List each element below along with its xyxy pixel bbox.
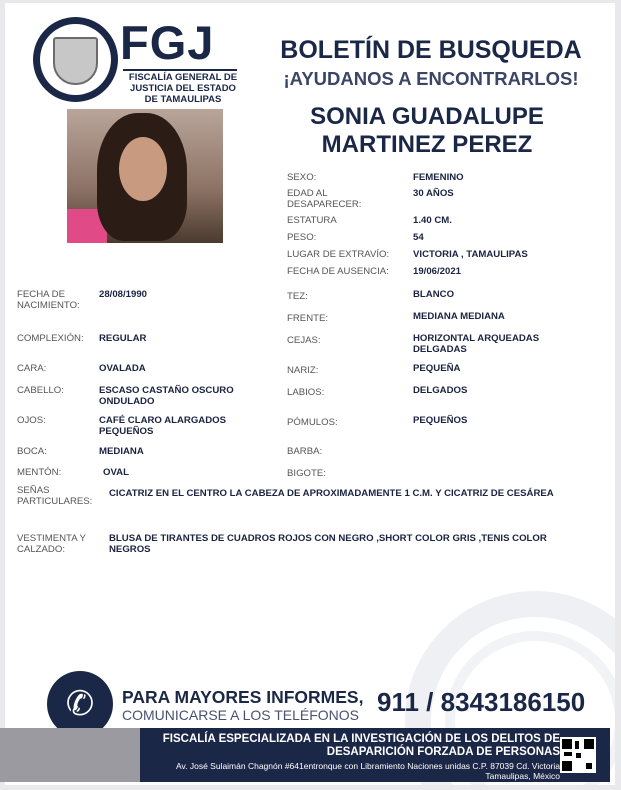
location-value: VICTORIA , TAMAULIPAS	[413, 249, 528, 260]
sex-value: FEMENINO	[413, 172, 464, 183]
location-label: LUGAR DE EXTRAVÍO:	[287, 249, 390, 260]
person-photo	[67, 109, 223, 243]
forehead-value: MEDIANA MEDIANA	[413, 311, 505, 322]
chin-value: OVAL	[103, 467, 129, 478]
absence-date-value: 19/06/2021	[413, 266, 462, 277]
build-label: COMPLEXIÓN:	[17, 333, 84, 344]
eyes-label: OJOS:	[17, 415, 46, 426]
marks-value: CICATRIZ EN EL CENTRO LA CABEZA DE APROXIMADAMENTE 1 C.M. Y CICATRIZ DE CESÁREA	[109, 488, 554, 499]
clothing-value: BLUSA DE TIRANTES DE CUADROS ROJOS CON NEGRO ,SHORT COLOR GRIS ,TENIS COLOR NEGROS	[109, 533, 547, 555]
height-value: 1.40 CM.	[413, 215, 452, 226]
phone-icon: ✆	[47, 671, 113, 737]
person-name-line2: MARTINEZ PEREZ	[321, 131, 533, 158]
org-acronym: FGJ	[120, 16, 215, 69]
footer-accent	[0, 728, 140, 782]
mouth-value: MEDIANA	[99, 446, 144, 457]
bulletin-subtitle: ¡AYUDANOS A ENCONTRARLOS!	[283, 68, 579, 89]
clothing-label: VESTIMENTA Y CALZADO:	[17, 533, 86, 555]
eyebrows-label: CEJAS:	[287, 335, 321, 346]
mouth-label: BOCA:	[17, 446, 47, 457]
birth-date-label: FECHA DE NACIMIENTO:	[17, 289, 80, 311]
org-full-name: FISCALÍA GENERAL DE JUSTICIA DEL ESTADO DE TAMAULIPAS	[128, 72, 238, 105]
face-value: OVALADA	[99, 363, 146, 374]
person-name	[267, 103, 587, 159]
forehead-label: FRENTE:	[287, 313, 329, 324]
call-numbers-text: COMUNICARSE A LOS TELÉFONOS	[122, 707, 360, 723]
build-value: REGULAR	[99, 333, 147, 344]
phone-number[interactable]: 911 / 8343186150	[377, 687, 586, 717]
fgj-logo-icon	[33, 17, 118, 102]
birth-date-value: 28/08/1990	[99, 289, 148, 300]
more-info-text: PARA MAYORES INFORMES,	[122, 687, 364, 707]
skin-value: BLANCO	[413, 289, 455, 300]
age-label: EDAD AL DESAPARECER:	[287, 188, 362, 210]
eyes-value: CAFÉ CLARO ALARGADOS PEQUEÑOS	[99, 415, 227, 437]
nose-value: PEQUEÑA	[413, 363, 461, 374]
weight-value: 54	[413, 232, 424, 243]
sex-label: SEXO:	[287, 172, 317, 183]
hair-value: ESCASO CASTAÑO OSCURO ONDULADO	[99, 385, 234, 407]
face-label: CARA:	[17, 363, 47, 374]
eyebrows-value: HORIZONTAL ARQUEADAS DELGADAS	[413, 333, 540, 355]
absence-date-label: FECHA DE AUSENCIA:	[287, 266, 389, 277]
age-value: 30 AÑOS	[413, 188, 454, 199]
skin-label: TEZ:	[287, 291, 308, 302]
mustache-label: BIGOTE:	[287, 468, 326, 479]
footer-unit-name: FISCALÍA ESPECIALIZADA EN LA INVESTIGACIÓN DE LOS DELITOS DE DESAPARICIÓN FORZADA DE PERSONAS	[162, 733, 560, 758]
beard-label: BARBA:	[287, 446, 323, 457]
height-label: ESTATURA	[287, 215, 337, 226]
shield-icon	[53, 37, 98, 85]
footer-address: Av. José Sulaimán Chagnón #641entronque con Libramiento Naciones unidas C.P. 87039 Cd. Victoria Tamaulipas, México	[175, 761, 560, 781]
nose-label: NARIZ:	[287, 365, 319, 376]
lips-value: DELGADOS	[413, 385, 468, 396]
bulletin-sheet	[5, 3, 615, 785]
cheekbones-value: PEQUEÑOS	[413, 415, 468, 426]
bulletin-title: BOLETÍN DE BUSQUEDA	[280, 36, 582, 64]
weight-label: PESO:	[287, 232, 317, 243]
divider	[123, 69, 237, 71]
person-name-line1: SONIA GUADALUPE	[310, 103, 544, 130]
lips-label: LABIOS:	[287, 387, 325, 398]
chin-label: MENTÓN:	[17, 467, 62, 478]
qr-code-icon[interactable]	[560, 737, 596, 773]
marks-label: SEÑAS PARTICULARES:	[17, 485, 93, 507]
hair-label: CABELLO:	[17, 385, 64, 396]
cheekbones-label: PÓMULOS:	[287, 417, 338, 428]
